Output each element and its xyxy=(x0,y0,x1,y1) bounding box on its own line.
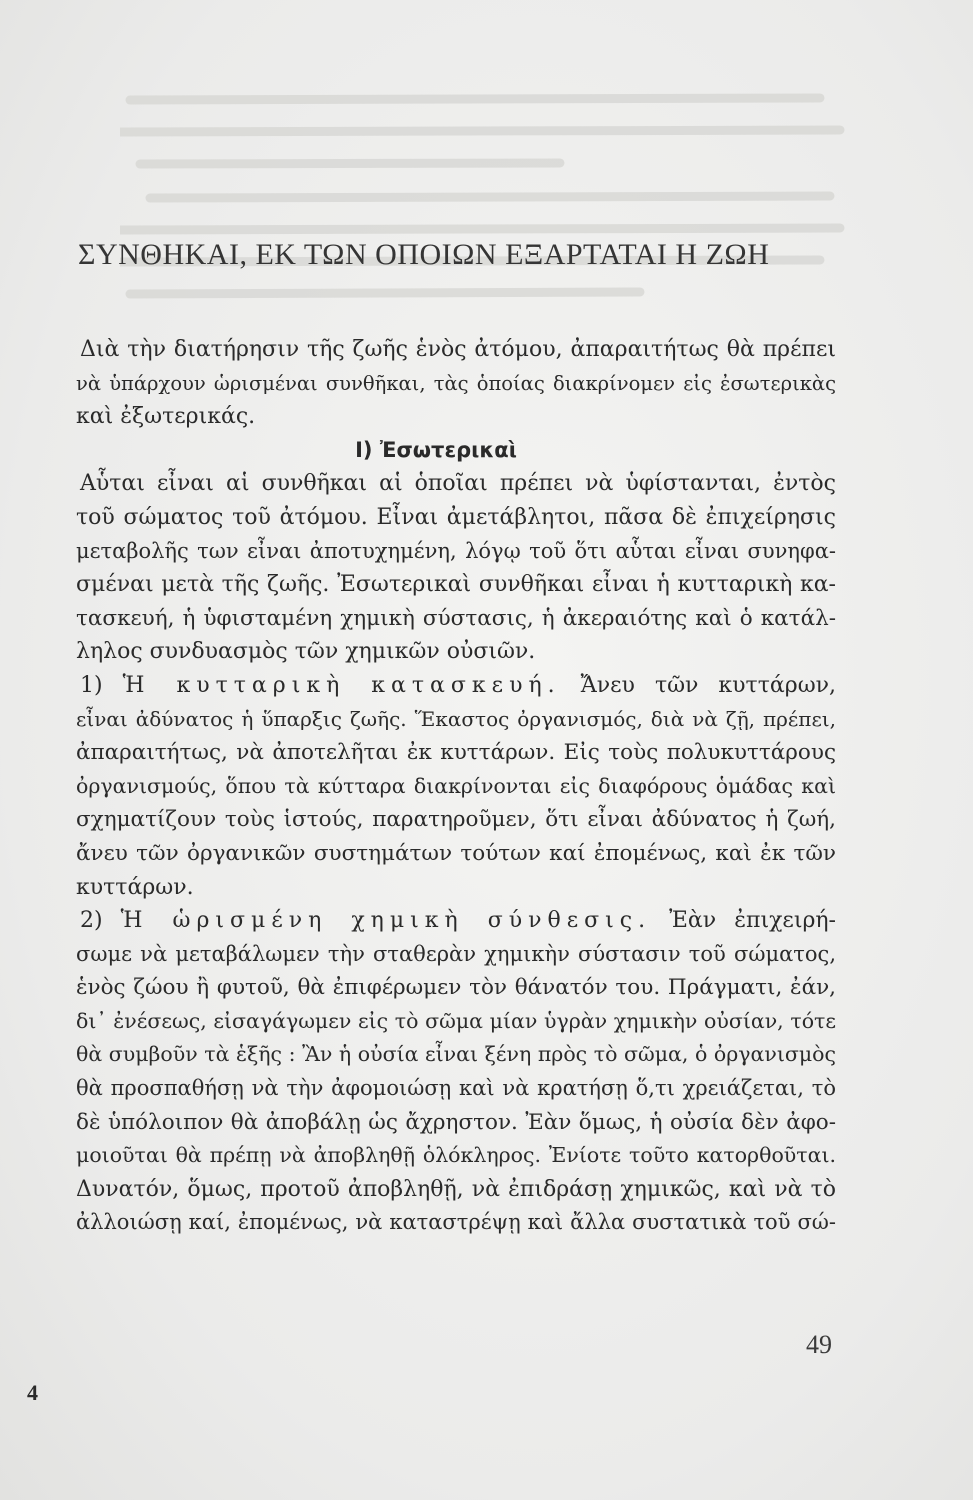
internal-line-4: σμέναι μετὰ τῆς ζωῆς. Ἐσωτερικαὶ συνθῆκαι εἶναι ἡ κυτταρικὴ κα- xyxy=(76,572,836,598)
item2-line-3: δι᾽ ἐνέσεως, εἰσαγάγωμεν εἰς τὸ σῶμα μίαν ὑγρὰν χημικὴν οὐσίαν, τότε xyxy=(76,1008,836,1033)
item1-line-6: κυττάρων. xyxy=(76,874,194,900)
internal-line-1: Αὗται εἶναι αἱ συνθῆκαι αἱ ὁποῖαι πρέπει νὰ ὑφίστανται, ἐντὸς xyxy=(80,471,836,497)
item2-title: Ἡ ὡρισμένη χημικὴ σύνθεσις. xyxy=(120,908,652,934)
item2-line-5: θὰ προσπαθήσῃ νὰ τὴν ἀφομοιώσῃ καὶ νὰ κρατήσῃ ὅ,τι χρειάζεται, τὸ xyxy=(76,1076,836,1101)
internal-line-3: μεταβολῆς των εἶναι ἀποτυχημένη, λόγῳ τοῦ ὅτι αὗται εἶναι συνηφα- xyxy=(76,538,836,563)
intro-line-1: Διὰ τὴν διατήρησιν τῆς ζωῆς ἑνὸς ἀτόμου, ἀπαραιτήτως θὰ πρέπει xyxy=(80,337,836,362)
item2-line-8: Δυνατόν, ὅμως, προτοῦ ἀποβληθῇ, νὰ ἐπιδράσῃ χημικῶς, καὶ νὰ τὸ xyxy=(76,1176,836,1202)
page-number: 49 xyxy=(806,1330,832,1359)
item1-title: Ἡ κυτταρικὴ κατασκευή. xyxy=(122,672,561,698)
item1-rest: Ἄνευ τῶν κυττάρων, xyxy=(580,672,836,698)
item2-line-9: ἀλλοιώσῃ καί, ἐπομένως, νὰ καταστρέψῃ καὶ ἄλλα συστατικὰ τοῦ σώ- xyxy=(76,1210,836,1235)
item2-line-1: σωμε νὰ μεταβάλωμεν τὴν σταθερὰν χημικὴν σύστασιν τοῦ σώματος, xyxy=(76,941,836,966)
internal-line-5: τασκευή, ἡ ὑφισταμένη χημικὴ σύστασις, ἡ ἀκεραιότης καὶ ὁ κατάλ- xyxy=(76,605,836,631)
item1-line-3: ὀργανισμούς, ὅπου τὰ κύτταρα διακρίνονται εἰς διαφόρους ὁμάδας καὶ xyxy=(76,773,836,798)
signature-mark: 4 xyxy=(27,1380,38,1405)
item2-line-4: θὰ συμβοῦν τὰ ἑξῆς : Ἂν ἡ οὐσία εἶναι ξένη πρὸς τὸ σῶμα, ὁ ὀργανισμὸς xyxy=(76,1042,836,1067)
item1-line-4: σχηματίζουν τοὺς ἱστούς, παρατηροῦμεν, ὅτι εἶναι ἀδύνατος ἡ ζωή, xyxy=(76,807,836,833)
item2-rest: Ἐὰν ἐπιχειρή- xyxy=(669,908,836,934)
internal-line-6: ληλος συνδυασμὸς τῶν χημικῶν οὐσιῶν. xyxy=(76,639,536,665)
item2-line-7: μοιοῦται θὰ πρέπῃ νὰ ἀποβληθῇ ὁλόκληρος. Ἐνίοτε τοῦτο κατορθοῦται. xyxy=(76,1143,836,1168)
item2-line-2: ἑνὸς ζώου ἢ φυτοῦ, θὰ ἐπιφέρωμεν τὸν θάνατόν του. Πράγματι, ἐάν, xyxy=(76,975,836,1001)
item2-line-6: δὲ ὑπόλοιπον θὰ ἀποβάλῃ ὡς ἄχρηστον. Ἐὰν ὅμως, ἡ οὐσία δὲν ἀφο- xyxy=(76,1109,836,1135)
item1-number: 1) xyxy=(80,672,103,698)
bleed-through-lines xyxy=(120,70,860,330)
section-heading-internal: I) Ἐσωτερικαὶ xyxy=(355,437,517,462)
internal-line-2: τοῦ σώματος τοῦ ἀτόμου. Εἶναι ἀμετάβλητοι, πᾶσα δὲ ἐπιχείρησις xyxy=(76,504,836,530)
item2-heading-line xyxy=(76,904,836,938)
item1-line-1: εἶναι ἀδύνατος ἡ ὕπαρξις ζωῆς. Ἕκαστος ὀργανισμός, διὰ νὰ ζῇ, πρέπει, xyxy=(76,706,836,731)
intro-line-2: νὰ ὑπάρχουν ὡρισμέναι συνθῆκαι, τὰς ὁποίας διακρίνομεν εἰς ἐσωτερικὰς xyxy=(76,371,836,395)
body-text xyxy=(76,333,836,1240)
bleed-through-texture xyxy=(120,70,860,343)
intro-line-3: καὶ ἐξωτερικάς. xyxy=(76,404,256,430)
item1-heading-line xyxy=(76,669,836,703)
page-title: ΣΥΝΘΗΚΑΙ, ΕΚ ΤΩΝ ΟΠΟΙΩΝ ΕΞΑΡΤΑΤΑΙ Η ΖΩΗ xyxy=(78,238,770,271)
item1-line-2: ἀπαραιτήτως, νὰ ἀποτελῆται ἐκ κυττάρων. Εἰς τοὺς πολυκυττάρους xyxy=(76,740,836,766)
item1-line-5: ἄνευ τῶν ὀργανικῶν συστημάτων τούτων καί ἐπομένως, καὶ ἐκ τῶν xyxy=(76,840,836,866)
item2-number: 2) xyxy=(80,908,103,934)
